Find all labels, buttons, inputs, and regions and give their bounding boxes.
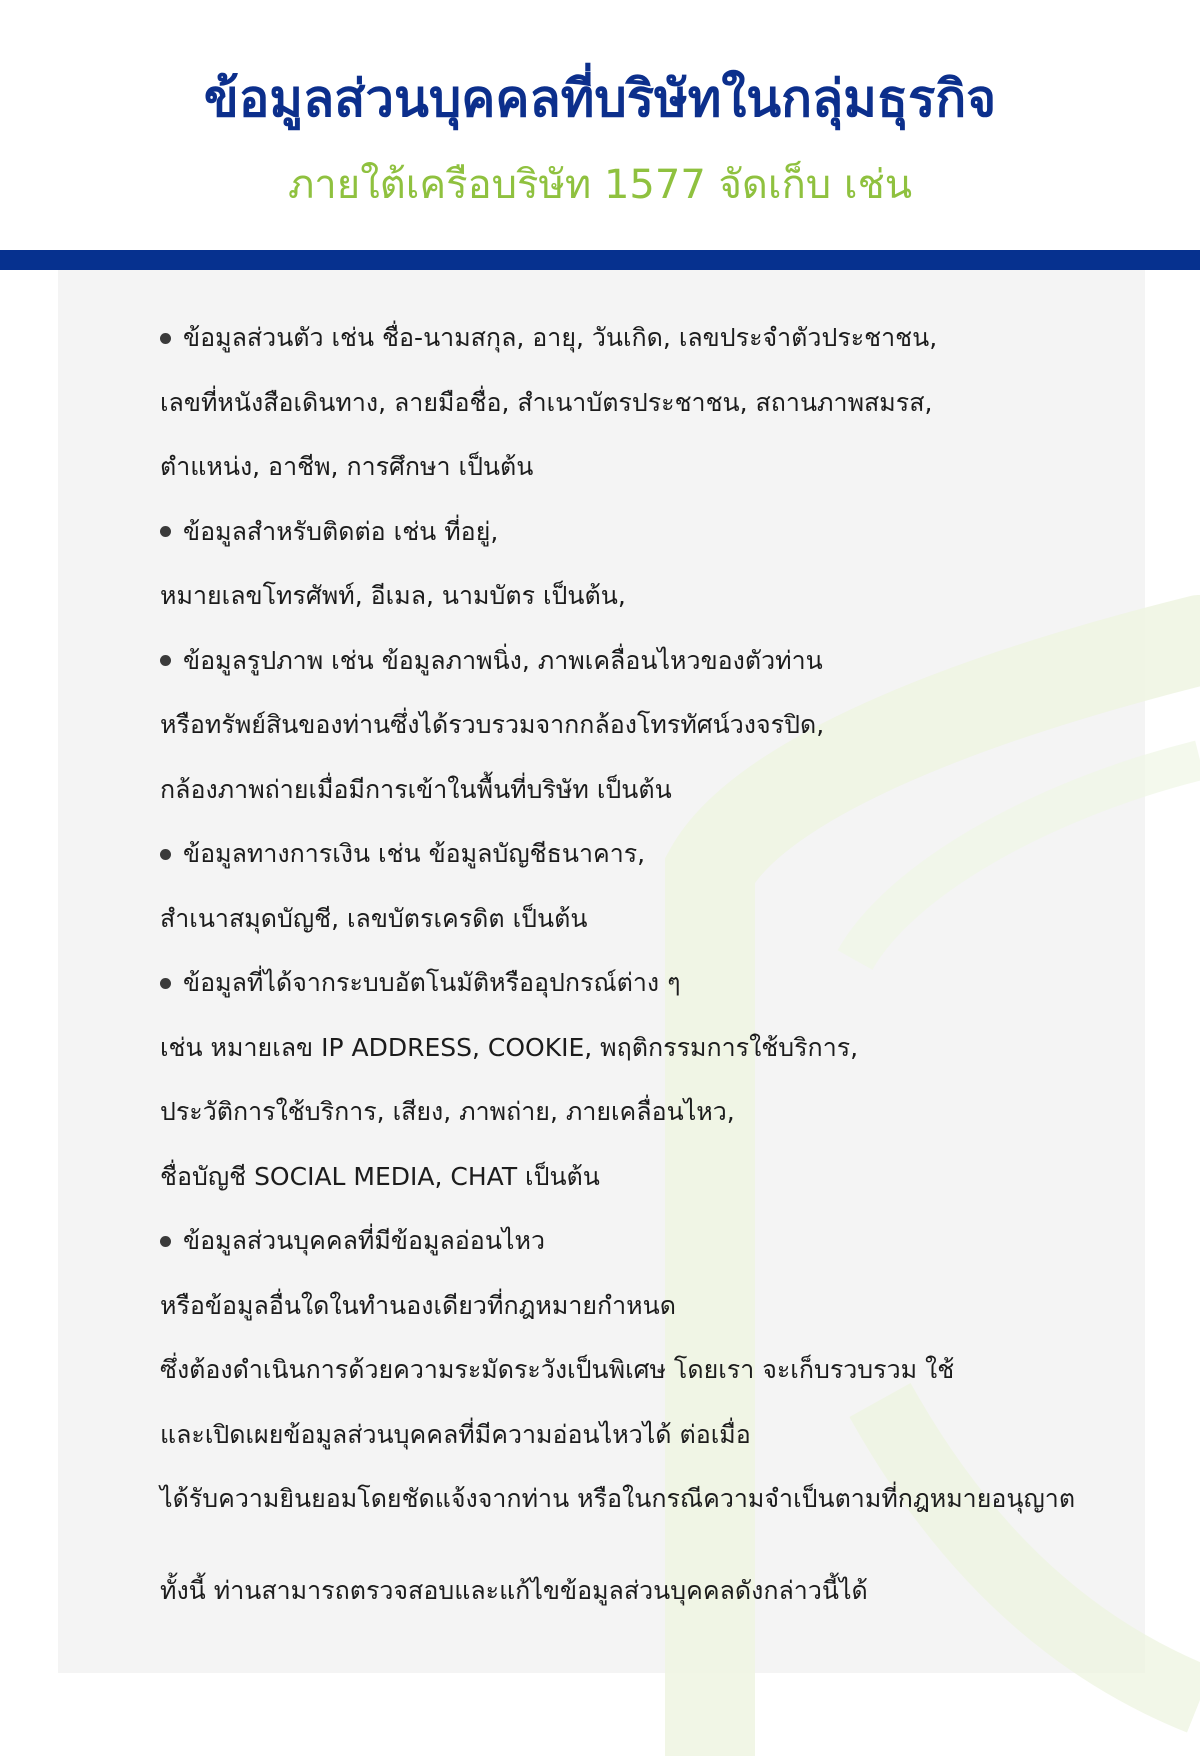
list-item: และเปิดเผยข้อมูลส่วนบุคคลที่มีความอ่อนไหวได้ ต่อเมื่อ bbox=[160, 1419, 751, 1449]
list-item: กล้องภาพถ่ายเมื่อมีการเข้าในพื้นที่บริษัท เป็นต้น bbox=[160, 774, 672, 804]
list-item: ข้อมูลทางการเงิน เช่น ข้อมูลบัญชีธนาคาร, bbox=[160, 822, 1130, 887]
list-item: ตำแหน่ง, อาชีพ, การศึกษา เป็นต้น bbox=[160, 452, 534, 481]
list-item: ชื่อบัญชี SOCIAL MEDIA, CHAT เป็นต้น bbox=[160, 1161, 600, 1191]
list-item: เช่น หมายเลข IP ADDRESS, COOKIE, พฤติกรรมการใช้บริการ, bbox=[160, 1032, 859, 1062]
page-title: ข้อมูลส่วนบุคคลที่บริษัทในกลุ่มธุรกิจ bbox=[203, 70, 997, 129]
list-item: หรือทรัพย์สินของท่านซึ่งได้รวบรวมจากกล้องโทรทัศน์วงจรปิด, bbox=[160, 710, 825, 739]
header-divider bbox=[0, 250, 1200, 270]
list-item: ซึ่งต้องดำเนินการด้วยความระมัดระวังเป็นพิเศษ โดยเรา จะเก็บรวบรวม ใช้ bbox=[160, 1355, 955, 1384]
list-item: สำเนาสมุดบัญชี, เลขบัตรเครดิต เป็นต้น bbox=[160, 903, 588, 933]
list-item: ข้อมูลรูปภาพ เช่น ข้อมูลภาพนิ่ง, ภาพเคลื่อนไหวของตัวท่าน bbox=[160, 629, 1130, 694]
list-item: หมายเลขโทรศัพท์, อีเมล, นามบัตร เป็นต้น, bbox=[160, 581, 626, 610]
list-item: ข้อมูลสำหรับติดต่อ เช่น ที่อยู่, bbox=[160, 500, 1130, 565]
footer-note: ทั้งนี้ ท่านสามารถตรวจสอบและแก้ไขข้อมูลส่วนบุคคลดังกล่าวนี้ได้ bbox=[160, 1576, 868, 1605]
list-item: หรือข้อมูลอื่นใดในทำนองเดียวที่กฎหมายกำหนด bbox=[160, 1290, 676, 1320]
content-list bbox=[160, 306, 1130, 1532]
page-subtitle: ภายใต้เครือบริษัท 1577 จัดเก็บ เช่น bbox=[287, 162, 913, 208]
header bbox=[0, 0, 1200, 250]
list-item: ข้อมูลส่วนตัว เช่น ชื่อ-นามสกุล, อายุ, วันเกิด, เลขประจำตัวประชาชน, bbox=[160, 306, 1130, 371]
list-item: ข้อมูลส่วนบุคคลที่มีข้อมูลอ่อนไหว bbox=[160, 1209, 1130, 1274]
list-item: เลขที่หนังสือเดินทาง, ลายมือชื่อ, สำเนาบัตรประชาชน, สถานภาพสมรส, bbox=[160, 387, 933, 417]
list-item: ประวัติการใช้บริการ, เสียง, ภาพถ่าย, ภายเคลื่อนไหว, bbox=[160, 1097, 735, 1126]
list-item: ข้อมูลที่ได้จากระบบอัตโนมัติหรืออุปกรณ์ต่าง ๆ bbox=[160, 951, 1130, 1016]
list-item: ได้รับความยินยอมโดยชัดแจ้งจากท่าน หรือในกรณีความจำเป็นตามที่กฎหมายอนุญาต bbox=[160, 1484, 1076, 1513]
